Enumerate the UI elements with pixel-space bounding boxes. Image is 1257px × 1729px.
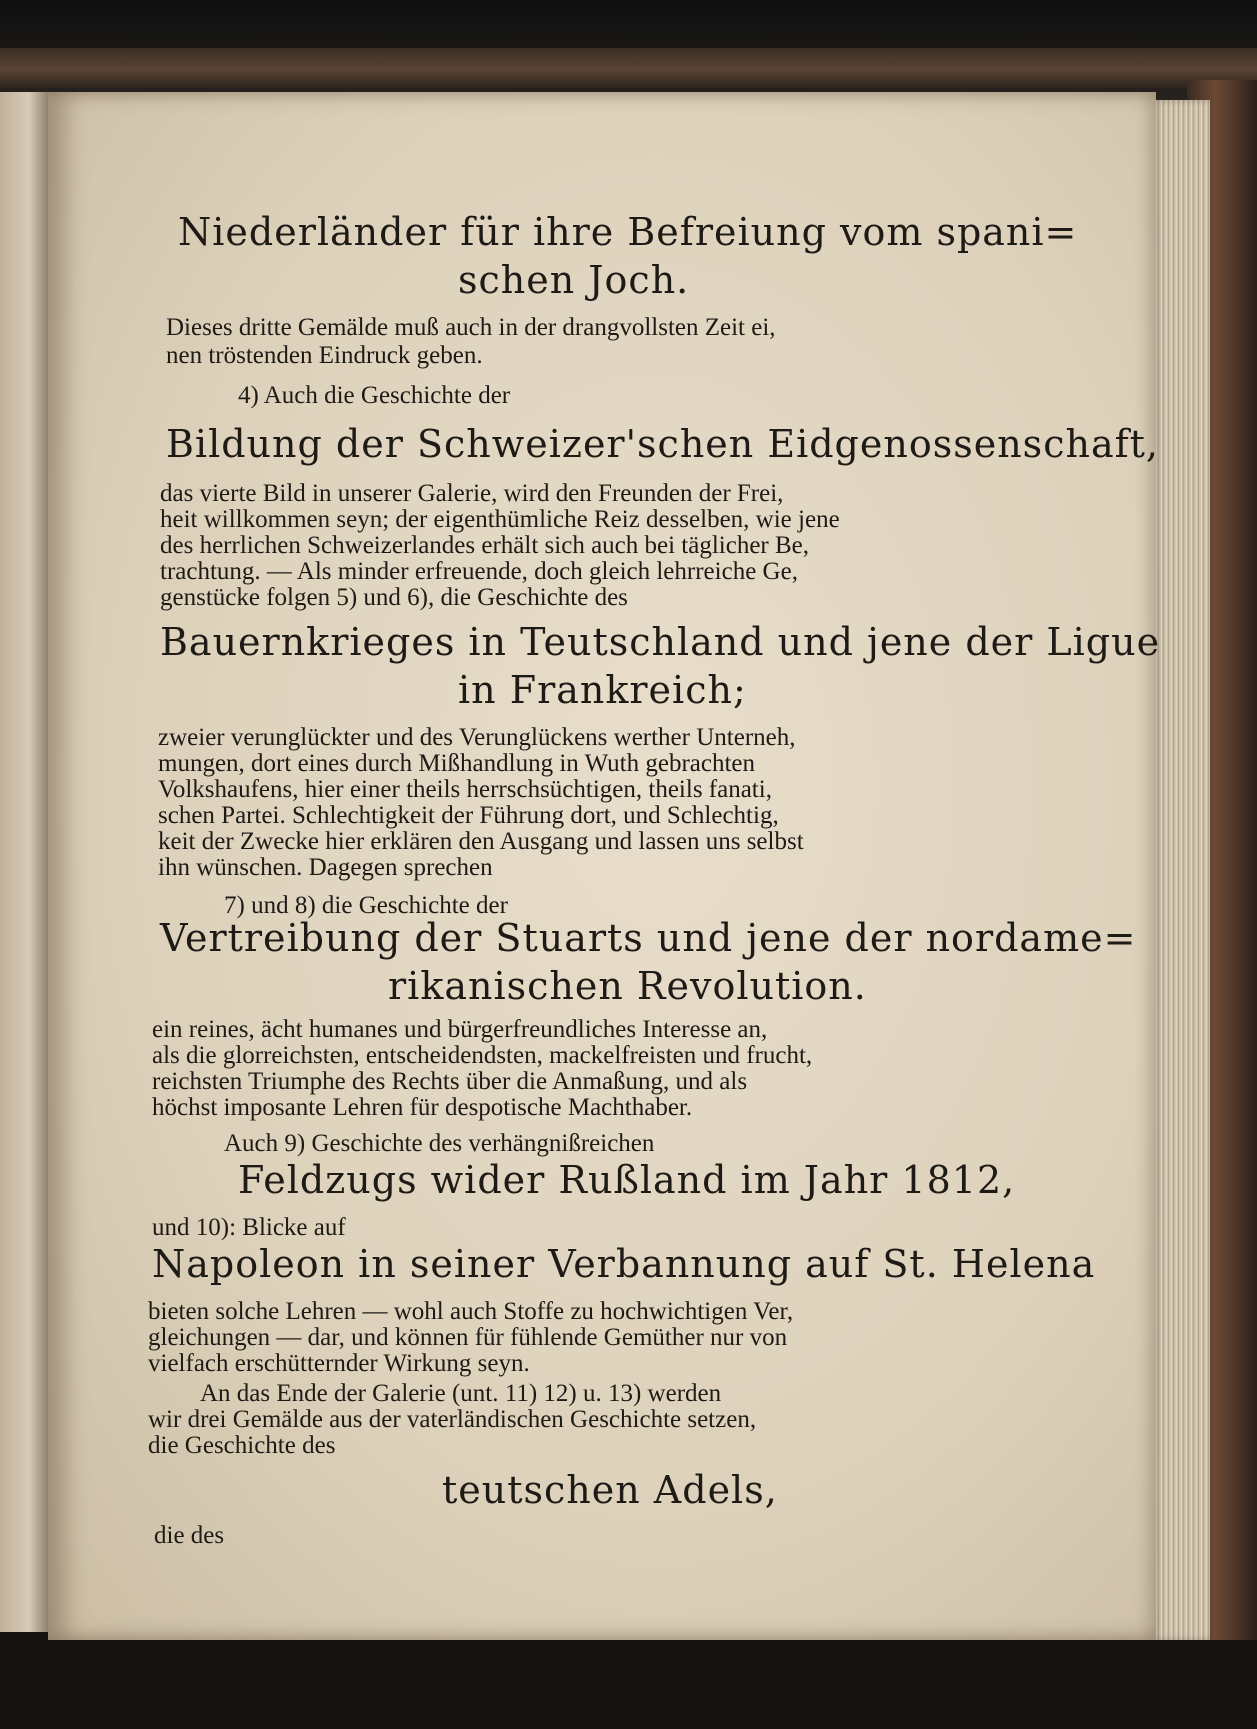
text-line: heit willkommen seyn; der eigenthümliche Reiz desselben, wie jene	[160, 506, 840, 533]
text-line: vielfach erschütternder Wirkung seyn.	[148, 1350, 530, 1377]
heading-line: Napoleon in seiner Verbannung auf St. Helena	[152, 1242, 1096, 1286]
heading-line: rikanischen Revolution.	[388, 964, 867, 1008]
text-line: mungen, dort eines durch Mißhandlung in Wuth gebrachten	[158, 750, 756, 777]
text-line: ein reines, ächt humanes und bürgerfreundliches Interesse an,	[152, 1016, 768, 1043]
text-line: 7) und 8) die Geschichte der	[224, 892, 508, 919]
text-line: die Geschichte des	[148, 1432, 336, 1459]
book-page	[48, 92, 1161, 1640]
text-line: das vierte Bild in unserer Galerie, wird den Freunden der Frei,	[160, 480, 784, 507]
heading-line: Bauernkrieges in Teutschland und jene der Ligue	[160, 620, 1161, 664]
heading-line: Vertreibung der Stuarts und jene der nordame=	[160, 916, 1137, 960]
text-line: gleichungen — dar, und können für fühlende Gemüther nur von	[148, 1324, 788, 1351]
heading-line: in Frankreich;	[458, 668, 747, 712]
text-line: keit der Zwecke hier erklären den Ausgang und lassen uns selbst	[158, 828, 804, 855]
book-binding-top	[0, 48, 1257, 88]
text-line: wir drei Gemälde aus der vaterländischen Geschichte setzen,	[148, 1406, 757, 1433]
heading-line: schen Joch.	[458, 258, 690, 302]
text-line: Dieses dritte Gemälde muß auch in der drangvollsten Zeit ei,	[166, 314, 776, 341]
text-line: Volkshaufens, hier einer theils herrschsüchtigen, theils fanati,	[158, 776, 772, 803]
text-line: reichsten Triumphe des Rechts über die Anmaßung, und als	[152, 1068, 748, 1095]
text-line: An das Ende der Galerie (unt. 11) 12) u. 13) werden	[200, 1380, 722, 1407]
text-line: des herrlichen Schweizerlandes erhält sich auch bei täglicher Be,	[160, 532, 810, 559]
text-line: die des	[154, 1522, 225, 1549]
text-line: nen tröstenden Eindruck geben.	[166, 342, 483, 369]
text-line: als die glorreichsten, entscheidendsten, mackelfreisten und frucht,	[152, 1042, 813, 1069]
text-line: schen Partei. Schlechtigkeit der Führung dort, und Schlechtig,	[158, 802, 779, 829]
text-line: 4) Auch die Geschichte der	[238, 382, 511, 409]
heading-line: teutschen Adels,	[442, 1468, 778, 1512]
facing-page-edge	[0, 92, 48, 1632]
heading-line: Niederländer für ihre Befreiung vom spani=	[178, 210, 1078, 254]
text-line: ihn wünschen. Dagegen sprechen	[158, 854, 493, 881]
text-line: bieten solche Lehren — wohl auch Stoffe zu hochwichtigen Ver,	[148, 1298, 794, 1325]
heading-line: Feldzugs wider Rußland im Jahr 1812,	[238, 1158, 1016, 1202]
text-line: genstücke folgen 5) und 6), die Geschichte des	[160, 584, 628, 611]
heading-line: Bildung der Schweizer'schen Eidgenossenschaft,	[166, 422, 1160, 466]
page-stack-edges	[1150, 100, 1210, 1640]
text-line: und 10): Blicke auf	[152, 1214, 346, 1241]
text-line: zweier verunglückter und des Verunglückens werther Unterneh,	[158, 724, 796, 751]
text-line: trachtung. — Als minder erfreuende, doch gleich lehrreiche Ge,	[160, 558, 798, 585]
text-line: Auch 9) Geschichte des verhängnißreichen	[224, 1130, 655, 1157]
text-line: höchst imposante Lehren für despotische Machthaber.	[152, 1094, 693, 1121]
